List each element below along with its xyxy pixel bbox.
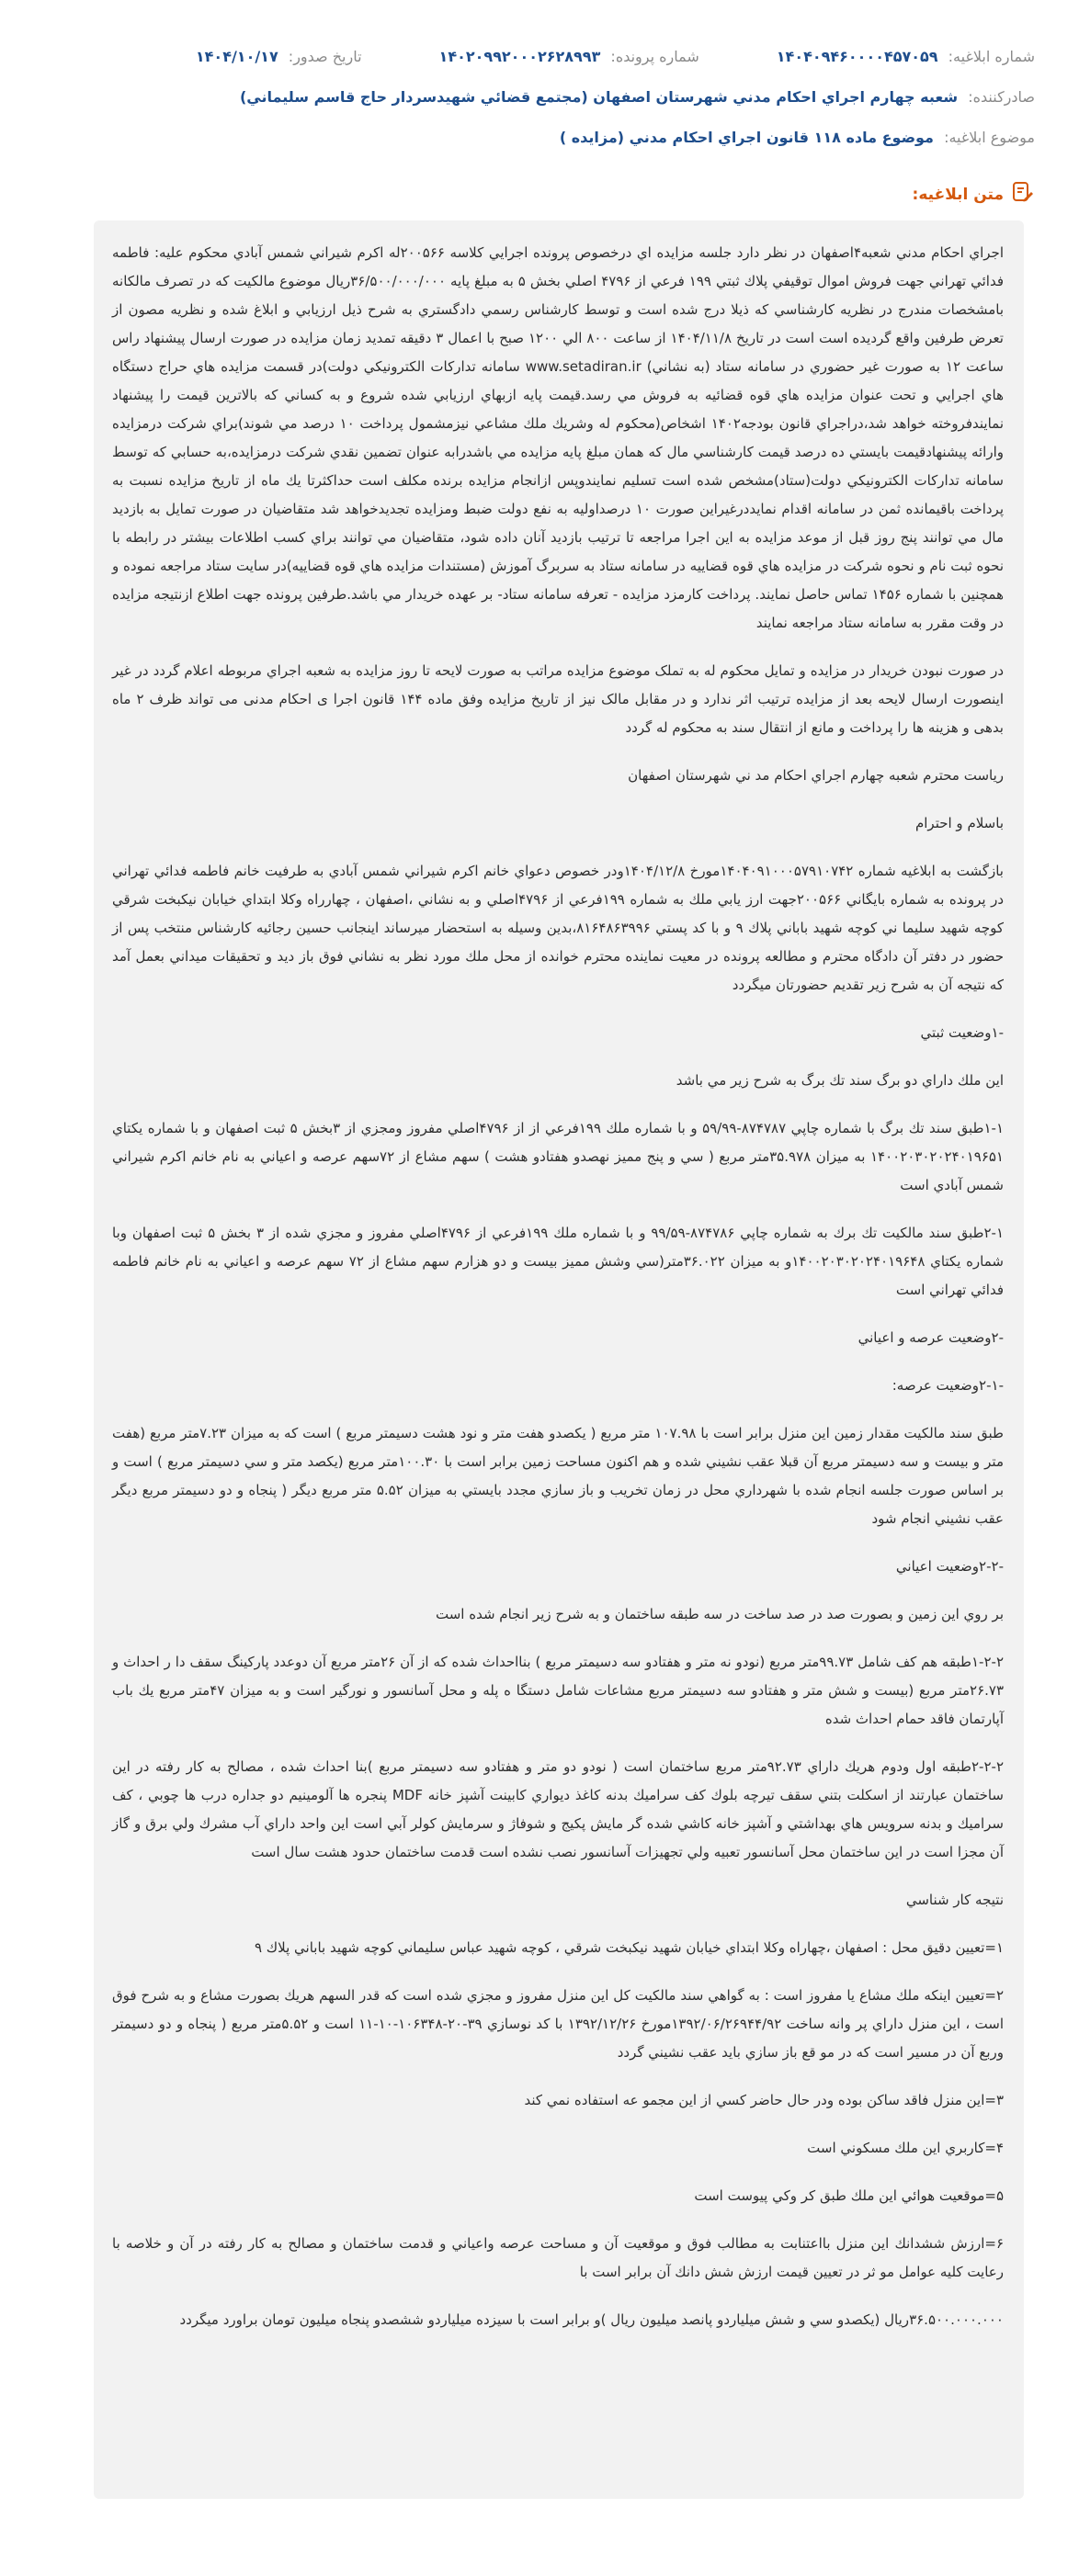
- paragraph-greeting: باسلام و احترام: [914, 815, 1004, 831]
- paragraph-deed-1: ۱-۱طبق سند تك برگ با شماره چاپي ۸۷۴۷۸۷-۵۹/۹۹ و با شماره ملك ۱۹۹فرعي از از ۴۷۹۶اصلي مفروز ومجزي از ۳بخش ۵ ثبت اصفهان و با شماره يكتاي ۱۴۰۰۲۰۳۰۲۰۲۴۰۱۹۶۵۱ به ميزان ۳۵.۹۷۸متر مربع ( سي و پنج مميز نهصدو هفتادو هشت ) سهم مشاع از ۷۲سهم عرصه و اعياني به نام خانم اكرم شيراني شمس آبادي است: [112, 1120, 1004, 1193]
- issue-date-value: ۱۴۰۴/۱۰/۱۷: [195, 48, 278, 65]
- paragraph-two-deeds: اين ملك داراي دو برگ سند تك برگ به شرح زير مي باشد: [676, 1072, 1004, 1089]
- paragraph-final-value: ۳۶.۵۰۰.۰۰۰.۰۰۰ريال (يكصدو سي و شش ميلياردو پانصد ميليون ريال )و برابر است با سيزده ميلياردو ششصدو پنجاه ميليون تومان براورد ميگردد: [179, 2311, 1004, 2328]
- paragraph-building-intro: بر روي اين زمين و بصورت صد در صد ساخت در سه طبقه ساختمان و به شرح زير انجام شده است: [435, 1606, 1004, 1622]
- case-number-label: شماره پرونده:: [610, 48, 699, 65]
- result-item-3: ۳=اين منزل فاقد ساكن بوده ودر حال حاضر كسي از اين مجمو عه استفاده نمي كند: [524, 2092, 1004, 2108]
- heading-registration-status: -۱وضعيت ثبتي: [920, 1024, 1004, 1041]
- notice-text-title: متن ابلاغیه:: [912, 185, 1004, 204]
- document-edit-icon: [1011, 180, 1035, 209]
- heading-building-status: -۲-۲وضعيت اعياني: [895, 1558, 1004, 1575]
- heading-expert-result: نتيجه كار شناسي: [905, 1892, 1004, 1908]
- issuer-label: صادرکننده:: [968, 88, 1035, 106]
- notice-number-label: شماره ابلاغیه:: [948, 48, 1035, 65]
- result-item-6: ۶=ارزش ششدانك اين منزل بااعتنابت به مطالب فوق و موقعيت آن و مساحت عرصه واعياني و قدمت ساختمان و مصالح به كار رفته در آن و خلاصه با رعايت كليه عوامل مو ثر در تعيين قيمت ارزش شش دانك آن برابر است با: [112, 2235, 1004, 2280]
- paragraph-land-area: طبق سند مالكيت مقدار زمين اين منزل برابر است با ۱۰۷.۹۸ متر مربع ( يكصدو هفت متر و نود هشت دسيمتر مربع ) است كه به ميزان ۷.۲۳متر مربع (هفت متر و بيست و سه دسيمتر مربع آن قبلا عقب نشيني شده و هم اكنون مساحت زمين برابر است با ۱۰۰.۳۰متر مربع (يكصد متر و سي دسيمتر مربع ) است و بر اساس صورت جلسه انجام شده با شهرداري محل در زمان تخريب و باز سازي مجدد بايستي به ميزان ۵.۵۲ متر مربع ديگر ( پنجاه و دو دسيمتر مربع ديگر عقب نشيني انجام شود: [112, 1425, 1004, 1527]
- result-item-5: ۵=موقعيت هوائي اين ملك طبق كر وكي پيوست است: [694, 2187, 1004, 2204]
- result-item-2: ۲=تعيين اينكه ملك مشاع يا مفروز است : به گواهي سند مالكيت كل اين منزل مفروز و مجزي شده است كه قدر السهم هريك بصورت مشاع و به شرح فوق است ، اين منزل داراي پر وانه ساخت ۱۳۹۲/۰۶/۲۶۹۴۴/۹۲مورخ ۱۳۹۲/۱۲/۲۶ با كد نوسازي ۳۹-۲۰-۱۰۶۳۴۸-۱۰-۱۱ است و ۵.۵۲متر مربع ( پنجاه و دو دسيمتر وربع آن در مسير است كه در مو قع باز سازي بايد عقب نشيني گردد: [112, 1987, 1004, 2061]
- heading-land-building: -۲وضعيت عرصه و اعياني: [858, 1329, 1004, 1346]
- paragraph-addressee: رياست محترم شعبه چهارم اجراي احكام مد ني شهرستان اصفهان: [628, 767, 1004, 784]
- result-item-4: ۴=كاربري اين ملك مسكوني است: [807, 2140, 1004, 2156]
- notice-number-value: ۱۴۰۴۰۹۴۶۰۰۰۰۴۵۷۰۵۹: [776, 48, 938, 65]
- paragraph-auction-announcement: اجراي احكام مدني شعبه۴اصفهان در نظر دارد جلسه مزايده اي درخصوص پرونده اجرايي كلاسه ۲۰۰۵۶۶له اكرم شيراني شمس آبادي محكوم عليه: فاطمه فدائي تهراني جهت فروش اموال توقيفي پلاك ثبتي ۱۹۹ فرعي از ۴۷۹۶ اصلي بخش ۵ به مبلغ پايه ۳۶/۵۰۰/۰۰۰/۰۰۰ريال موضوع مالكيت كه در تصرف مالكانه بامشخصات مندرج در نظريه كارشناسي كه ذيلا درج شده است و توسط كارشناس رسمي دادگستري به شرح ذيل ارزيابي و ابلاغ شده و نظريه مصون از تعرض طرفين واقع گرديده است است در تاريخ ۱۴۰۴/۱۱/۸ از ساعت ۸۰۰ الي ۱۲۰۰ صبح با اعمال ۳ دقيقه تمديد زمان مزايده در صورت ارسال پيشنهاد راس ساعت ۱۲ به صورت غير حضوري در سامانه ستاد (به نشاني) www.setadiran.ir سامانه تداركات الكترونيكي دولت)در قسمت مزايده هاي حراج دستگاه هاي اجرايي و تحت عنوان مزايده هاي قوه قضائيه به فروش مي رسد.قيمت پايه ازبهاي ارزيابي شده شروع و به كساني كه بالاترين قيمت را پيشنهاد نمايندفروخته خواهد شد،دراجراي قانون بودجه۱۴۰۲ اشخاص(محكوم له وشريك ملك مشاعي نيزمشمول پرداخت ۱۰ درصد مي شوند)براي شركت درمزايده وارائه پيشنهادقيمت بايستي ده درصد قيمت كارشناسي مال كه همان مبلغ پايه مزايده مي باشدرابه عنوان تضمين نقدي شركت درمزايده،به حسابي كه توسط سامانه تداركات الكترونيكي دولت(ستاد)مشخص شده است تسليم نمايندوپس ازانجام مزايده برنده مكلف است حداكثرتا يك ماه از تاريخ مزايده نسبت به پرداخت باقيمانده ثمن در سامانه اقدام نمايددرغيراين صورت ۱۰ درصداوليه به نفع دولت ضبط ومزايده تجديدخواهد شد متقاضيان در صورت تمايل به بازديد مال مي توانند پنج روز قبل از موعد مزايده به اين اجرا مراجعه تا ترتيب بازديد آنان داده شود، متقاضيان مي توانند براي كسب اطلاعات بيشتر در رابطه با نحوه ثبت نام و نحوه شركت در مزايده هاي قوه قضاييه در سامانه ستاد به سربرگ آموزش (مستندات مزايده هاي قوه قضاييه)در سايت ستاد مراجعه نموده و همچنين با شماره ۱۴۵۶ تماس حاصل نمايند. پرداخت كارمزد مزايده - تعرفه سامانه ستاد- بر عهده خريدار مي باشد.طرفين پرونده جهت اطلاع ازنتيجه مزايده در وقت مقرر به سامانه ستاد مراجعه نمايند: [112, 244, 1005, 631]
- notice-number: [777, 48, 1035, 75]
- result-item-1: ۱=تعيين دقيق محل : اصفهان ،چهاراه وكلا ابتداي خيابان شهيد نيكبخت شرقي ، كوچه شهيد عباس سليماني كوچه شهيد باباني پلاك ۹: [254, 1939, 1004, 1956]
- notice-text-body: [94, 220, 1024, 2499]
- subject-label: موضوع ابلاغیه:: [944, 129, 1035, 146]
- header-meta-row: [37, 48, 1035, 75]
- issuer-value: شعبه چهارم اجراي احكام مدني شهرستان اصفهان (مجتمع قضائي شهيدسردار حاج قاسم سليماني): [239, 88, 959, 106]
- subject-row: [37, 129, 1035, 146]
- paragraph-deed-2: ۲-۱طبق سند مالكيت تك برك به شماره چاپي ۸۷۴۷۸۶-۹۹/۵۹ و با شماره ملك ۱۹۹فرعي از ۴۷۹۶اصلي مفروز و مجزي شده از ۳ بخش ۵ ثبت اصفهان وبا شماره يكتاي ۱۴۰۰۲۰۳۰۲۰۲۴۰۱۹۶۴۸و به ميزان ۳۶.۰۲۲متر(سي وشش مميز بيست و دو هزارم سهم مشاع از ۷۲ سهم عرصه و اعياني به نام خانم فاطمه فدائي تهراني است: [112, 1225, 1004, 1298]
- paragraph-upper-floors: ۲-۲-۲طبقه اول ودوم هريك داراي ۹۲.۷۳متر مربع ساختمان است ( نودو دو متر و هفتادو سه دسيمتر مربع )بنا احداث شده ، مصالح به كار رفته در اين ساختمان عبارتند از اسكلت بتني سقف تيرچه بلوك كف سراميك بدنه كاغذ ديواري كابينت آشپز خانه MDF پنجره ها آلومينيم دو جداره درب ها چوبي ، كف سراميك و بدنه سرويس هاي بهداشتي و آشپز خانه كاشي شده گر مايش پكيج و شوفاژ و سرمايش كولر آبي است اين واحد داراي آب مشرك ولي برق و گاز آن مجزا است در اين ساختمان محل آسانسور تعبيه ولي تجهيزات آسانسور نصب نشده است قدمت ساختمان حدود هشت سال است: [112, 1758, 1004, 1860]
- case-number-value: ۱۴۰۲۰۹۹۲۰۰۰۲۶۲۸۹۹۳: [438, 48, 601, 65]
- notice-text-heading: [913, 180, 1035, 209]
- paragraph-expert-intro: بازگشت به ابلاغيه شماره ۱۴۰۴۰۹۱۰۰۰۵۷۹۱۰۷۴۲مورخ ۱۴۰۴/۱۲/۸ودر خصوص دعواي خانم اكرم شيراني شمس آبادي به طرفيت خانم فاطمه فدائي تهراني در پرونده به شماره بايگاني ۲۰۰۵۶۶جهت ارز يابي ملك به شماره ۱۹۹فرعي از ۴۷۹۶اصلي و به نشاني ،اصفهان ، چهارراه وكلا ابتداي خيابان نيكبخت شرقي كوچه شهيد سليما ني كوچه شهيد باباني پلاك ۹ و با كد پستي ۸۱۶۴۸۶۳۹۹۶،بدين وسيله به استحضار ميرساند اينجانب حسين رجائيه كارشناس منتخب پس از حضور در دفتر آن دادگاه محترم و مطالعه پرونده در معيت نماينده محترم خوانده از محل ملك مورد نظر به نشاني فوق باز ديد و تحقيقات ميداني بعمل آمد كه نتيجه آن به شرح زير تقديم حضورتان ميگردد: [112, 863, 1004, 993]
- issue-date-label: تاریخ صدور:: [288, 48, 362, 65]
- heading-land-status: -۲-۱وضعيت عرصه:: [892, 1377, 1004, 1394]
- paragraph-ground-floor: ۱-۲-۲طبقه هم كف شامل ۹۹.۷۳متر مربع (نودو نه متر و هفتادو سه دسيمتر مربع ) بنااحداث شده كه از آن ۲۶متر مربع آن دوعدد پاركينگ سقف دا ر احداث و ۲۶.۷۳متر مربع (بيست و شش متر و هفتادو سه دسيمتر مربع مشاعات شامل دستگا ه پله و محل آسانسور و نورگير است و به ميزان ۴۷متر مربع يك باب آپارتمان فاقد حمام احداث شده: [112, 1654, 1005, 1727]
- issue-date: [196, 48, 362, 75]
- issuer-row: [37, 88, 1035, 106]
- case-number: [439, 48, 699, 75]
- subject-value: موضوع ماده ۱۱۸ قانون اجراي احكام مدني (مزايده ): [559, 129, 934, 146]
- paragraph-no-buyer: در صورت نبودن خريدار در مزايده و تمايل محكوم له به تملک موضوع مزايده مراتب به صورت لايحه تا روز مزايده به شعبه اجراي مربوطه اعلام گردد در غير اينصورت ارسال لايحه بعد از مزايده ترتيب اثر ندارد و در مقابل مالک نيز از تاريخ مزايده وفق ماده ۱۴۴ قانون اجرا ی احکام مدنی می تواند ظرف ۲ ماه بدهی و هزينه ها را پرداخت و مانع از انتقال سند به محکوم له گردد: [112, 662, 1005, 736]
